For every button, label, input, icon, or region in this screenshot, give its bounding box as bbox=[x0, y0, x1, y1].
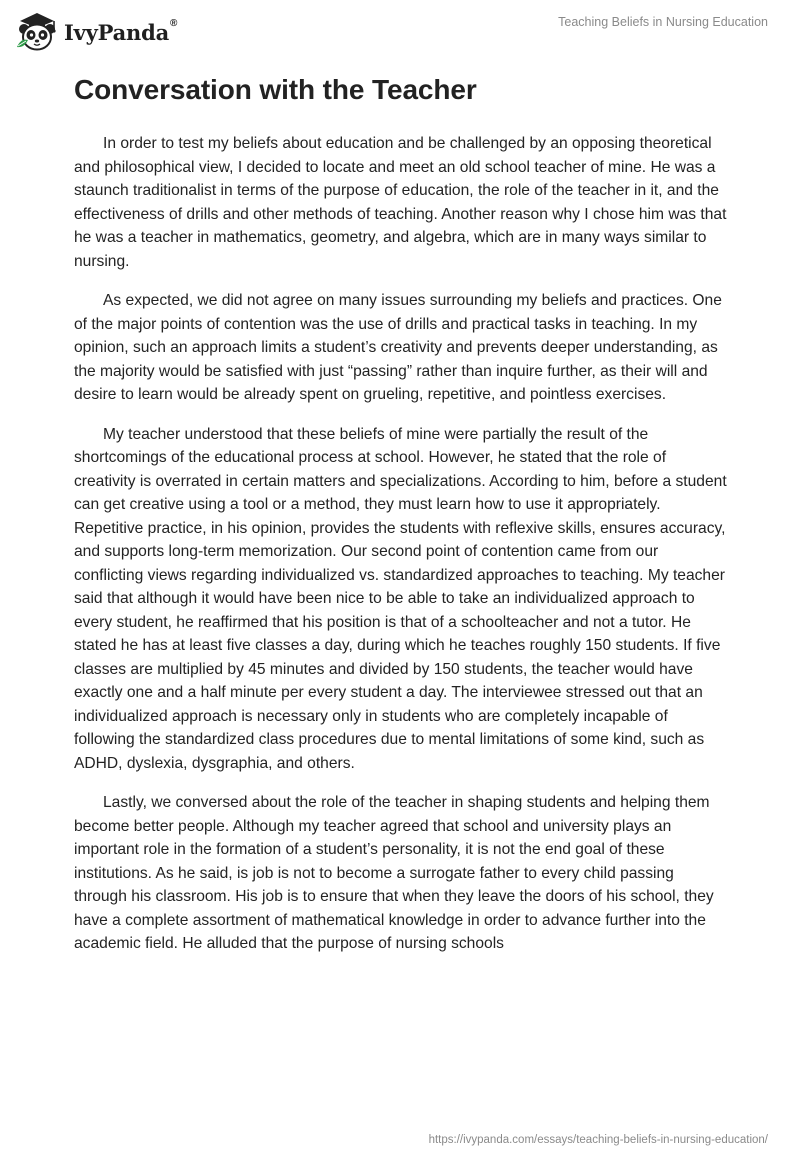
document-title: Teaching Beliefs in Nursing Education bbox=[558, 15, 768, 29]
brand-name: IvyPanda® bbox=[64, 17, 178, 45]
paragraph: My teacher understood that these beliefs of mine were partially the result of the shortcomings of the educational process at school. However, he stated that the role of creativity is overrated in certain matters and specializations. According to him, before a student can get creative using a tool or a method, they must learn how to use it appropriately. Repetitive practice, in his opinion, provides the students with reflexive skills, ensures accuracy, and supports long-term memorization. Our second point of contention came from our conflicting views regarding individualized vs. standardized approaches to teaching. My teacher said that although it would have been nice to be able to take an individualized approach to every student, he reaffirmed that his position is that of a schoolteacher and not a tutor. He stated he has at least five classes a day, during which he teaches roughly 150 students. If five classes are multiplied by 45 minutes and divided by 150 students, the teacher would have exactly one and a half minute per every student a day. The interviewee stressed out that an individualized approach is necessary only in students who are completely incapable of following the standardized class procedures due to mental limitations of some kind, such as ADHD, dyslexia, dysgraphia, and others. bbox=[74, 425, 727, 772]
page-header bbox=[0, 0, 800, 70]
paragraph: As expected, we did not agree on many issues surrounding my beliefs and practices. One of the major points of contention was the use of drills and practical tasks in teaching. In my opinion, such an approach limits a student’s creativity and prevents deeper understanding, as the majority would be satisfied with just “passing” rather than inquire further, as their will and desire to learn would be already spent on grueling, repetitive, and pointless exercises. bbox=[74, 292, 722, 403]
paragraph: In order to test my beliefs about education and be challenged by an opposing theoretical and philosophical view, I decided to locate and meet an old school teacher of mine. He was a staunch traditionalist in terms of the purpose of education, the role of the teacher in it, and the effectiveness of drills and other methods of teaching. Another reason why I chose him was that he was a teacher in mathematics, geometry, and algebra, which are in many ways similar to nursing. bbox=[74, 135, 727, 270]
panda-graduate-icon bbox=[14, 9, 60, 53]
source-url-link[interactable]: https://ivypanda.com/essays/teaching-beliefs-in-nursing-education/ bbox=[428, 1134, 768, 1146]
article-body bbox=[74, 132, 730, 972]
paragraph: Lastly, we conversed about the role of the teacher in shaping students and helping them become better people. Although my teacher agreed that school and university plays an important role in the formation of a student’s personality, it is not the end goal of these institutions. As he said, is job is not to become a surrogate father to every child passing through his classroom. His job is to ensure that when they leave the doors of his school, they have a complete assortment of mathematical knowledge in order to advance further into the academic field. He alluded that the purpose of nursing schools bbox=[74, 794, 714, 952]
ivypanda-logo[interactable] bbox=[14, 10, 177, 52]
section-heading: Conversation with the Teacher bbox=[74, 74, 477, 105]
registered-mark: ® bbox=[170, 17, 178, 29]
